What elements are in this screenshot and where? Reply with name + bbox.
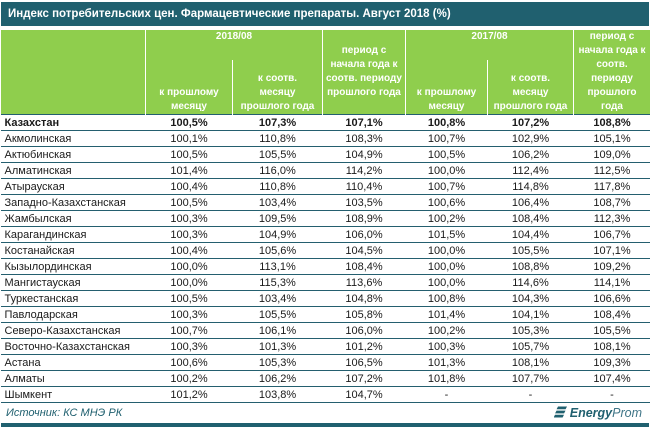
region-name: Костанайская: [1, 243, 146, 259]
value-cell: 100,2%: [406, 323, 488, 339]
value-cell: 100,3%: [146, 307, 233, 323]
col-header-ytd-2018: период с начала года к соотв. периоду прошлого года: [323, 30, 406, 115]
value-cell: 108,3%: [323, 131, 406, 147]
col-header-mom-2017: к прошлому месяцу: [406, 60, 488, 115]
table-row: [1, 339, 650, 355]
table-row: [1, 307, 650, 323]
value-cell: 106,7%: [574, 227, 650, 243]
value-cell: 102,9%: [488, 131, 574, 147]
value-cell: 105,1%: [574, 131, 650, 147]
value-cell: 101,2%: [323, 339, 406, 355]
value-cell: 100,5%: [146, 291, 233, 307]
value-cell: 100,6%: [406, 195, 488, 211]
value-cell: 107,3%: [233, 115, 323, 131]
region-name: Алматинская: [1, 163, 146, 179]
value-cell: 110,8%: [233, 179, 323, 195]
value-cell: 103,4%: [233, 195, 323, 211]
region-name: Кызылординская: [1, 259, 146, 275]
value-cell: 110,8%: [233, 131, 323, 147]
value-cell: 104,3%: [488, 291, 574, 307]
value-cell: 114,8%: [488, 179, 574, 195]
title-bar: [1, 2, 649, 26]
region-name: Актюбинская: [1, 147, 146, 163]
value-cell: 108,4%: [323, 259, 406, 275]
value-cell: 109,5%: [233, 211, 323, 227]
value-cell: 108,7%: [574, 195, 650, 211]
value-cell: 105,3%: [233, 355, 323, 371]
value-cell: 115,3%: [233, 275, 323, 291]
value-cell: 100,4%: [146, 243, 233, 259]
value-cell: 103,4%: [233, 291, 323, 307]
table-row: [1, 163, 650, 179]
value-cell: 113,1%: [233, 259, 323, 275]
value-cell: 113,6%: [323, 275, 406, 291]
value-cell: 101,3%: [406, 355, 488, 371]
value-cell: 104,4%: [488, 227, 574, 243]
value-cell: 105,5%: [488, 243, 574, 259]
value-cell: 106,2%: [233, 371, 323, 387]
col-group-2017: 2017/08: [406, 30, 574, 60]
source-label: Источник: КС МНЭ РК: [6, 407, 122, 419]
value-cell: 100,3%: [146, 227, 233, 243]
value-cell: 100,0%: [406, 163, 488, 179]
value-cell: 106,0%: [323, 323, 406, 339]
value-cell: 105,7%: [488, 339, 574, 355]
region-name: Северо-Казахстанская: [1, 323, 146, 339]
value-cell: 100,5%: [146, 115, 233, 131]
table-body: [1, 115, 650, 403]
value-cell: 100,1%: [146, 131, 233, 147]
value-cell: 101,8%: [406, 371, 488, 387]
value-cell: 100,7%: [406, 179, 488, 195]
value-cell: 104,8%: [323, 291, 406, 307]
value-cell: 100,6%: [146, 355, 233, 371]
table-row: [1, 259, 650, 275]
table-row: [1, 243, 650, 259]
value-cell: 103,5%: [323, 195, 406, 211]
table-row: [1, 179, 650, 195]
value-cell: 108,9%: [323, 211, 406, 227]
table-row: [1, 147, 650, 163]
table-row: [1, 195, 650, 211]
value-cell: 108,1%: [488, 355, 574, 371]
energyprom-logo[interactable]: [554, 406, 642, 420]
value-cell: 101,2%: [146, 387, 233, 403]
table-row: [1, 387, 650, 403]
value-cell: 100,5%: [406, 147, 488, 163]
region-name: Туркестанская: [1, 291, 146, 307]
value-cell: 112,5%: [574, 163, 650, 179]
value-cell: 107,2%: [488, 115, 574, 131]
value-cell: 100,3%: [406, 339, 488, 355]
value-cell: 116,0%: [233, 163, 323, 179]
value-cell: 106,5%: [323, 355, 406, 371]
value-cell: 106,2%: [488, 147, 574, 163]
value-cell: 100,2%: [406, 211, 488, 227]
value-cell: 100,0%: [406, 275, 488, 291]
region-name: Казахстан: [1, 115, 146, 131]
table-row: [1, 211, 650, 227]
table-row: [1, 371, 650, 387]
value-cell: 100,0%: [146, 275, 233, 291]
value-cell: 104,1%: [488, 307, 574, 323]
col-group-2018: 2018/08: [146, 30, 323, 60]
value-cell: 100,3%: [146, 211, 233, 227]
value-cell: 114,6%: [488, 275, 574, 291]
value-cell: 108,4%: [488, 211, 574, 227]
value-cell: 100,7%: [146, 323, 233, 339]
col-header-ytd-2017: период с начала года к соотв. периоду прошлого года: [574, 30, 650, 115]
value-cell: 100,7%: [406, 131, 488, 147]
col-header-yoy-2017: к соотв. месяцу прошлого года: [488, 60, 574, 115]
value-cell: 100,2%: [146, 371, 233, 387]
value-cell: 110,4%: [323, 179, 406, 195]
value-cell: 104,5%: [323, 243, 406, 259]
energyprom-icon: [554, 406, 567, 419]
value-cell: 105,5%: [233, 147, 323, 163]
value-cell: 108,4%: [574, 307, 650, 323]
value-cell: 107,1%: [323, 115, 406, 131]
value-cell: 108,8%: [574, 115, 650, 131]
value-cell: -: [574, 387, 650, 403]
col-header-yoy-2018: к соотв. месяцу прошлого года: [233, 60, 323, 115]
value-cell: 103,8%: [233, 387, 323, 403]
value-cell: 106,0%: [323, 227, 406, 243]
table-row: [1, 355, 650, 371]
table-row: [1, 323, 650, 339]
region-name: Карагандинская: [1, 227, 146, 243]
value-cell: 101,4%: [406, 307, 488, 323]
value-cell: 105,6%: [233, 243, 323, 259]
table-row: [1, 275, 650, 291]
region-name: Западно-Казахстанская: [1, 195, 146, 211]
value-cell: 100,8%: [406, 115, 488, 131]
col-header-mom-2018: к прошлому месяцу: [146, 60, 233, 115]
value-cell: 105,3%: [488, 323, 574, 339]
value-cell: 109,0%: [574, 147, 650, 163]
value-cell: 107,1%: [574, 243, 650, 259]
value-cell: 108,8%: [488, 259, 574, 275]
value-cell: 112,4%: [488, 163, 574, 179]
value-cell: 100,0%: [406, 259, 488, 275]
value-cell: 100,8%: [406, 291, 488, 307]
table-row: [1, 227, 650, 243]
table-row: [1, 115, 650, 131]
logo-text: EnergyProm: [570, 406, 642, 420]
value-cell: 106,6%: [574, 291, 650, 307]
region-name: Шымкент: [1, 387, 146, 403]
region-name: Акмолинская: [1, 131, 146, 147]
value-cell: 101,4%: [146, 163, 233, 179]
region-name: Жамбылская: [1, 211, 146, 227]
table-row: [1, 291, 650, 307]
value-cell: 106,1%: [233, 323, 323, 339]
cpi-table: [0, 30, 650, 403]
value-cell: 101,3%: [233, 339, 323, 355]
region-name: Мангистауская: [1, 275, 146, 291]
value-cell: 107,2%: [323, 371, 406, 387]
region-name: Павлодарская: [1, 307, 146, 323]
value-cell: 104,9%: [233, 227, 323, 243]
value-cell: 105,5%: [574, 323, 650, 339]
value-cell: 106,4%: [488, 195, 574, 211]
value-cell: 104,9%: [323, 147, 406, 163]
report-page: [0, 2, 650, 426]
value-cell: 100,5%: [146, 147, 233, 163]
region-column-header: [1, 30, 146, 115]
value-cell: 100,5%: [146, 195, 233, 211]
value-cell: -: [406, 387, 488, 403]
region-name: Атырауская: [1, 179, 146, 195]
value-cell: 107,7%: [488, 371, 574, 387]
table-row: [1, 131, 650, 147]
value-cell: 100,4%: [146, 179, 233, 195]
value-cell: -: [488, 387, 574, 403]
value-cell: 114,1%: [574, 275, 650, 291]
table-header: [1, 30, 650, 115]
value-cell: 112,3%: [574, 211, 650, 227]
footer: [0, 403, 650, 422]
region-name: Алматы: [1, 371, 146, 387]
page-title: Индекс потребительских цен. Фармацевтические препараты. Август 2018 (%): [8, 8, 451, 20]
value-cell: 101,5%: [406, 227, 488, 243]
value-cell: 100,0%: [406, 243, 488, 259]
value-cell: 104,7%: [323, 387, 406, 403]
value-cell: 100,0%: [146, 259, 233, 275]
value-cell: 117,8%: [574, 179, 650, 195]
value-cell: 105,5%: [233, 307, 323, 323]
value-cell: 108,1%: [574, 339, 650, 355]
value-cell: 109,2%: [574, 259, 650, 275]
value-cell: 109,3%: [574, 355, 650, 371]
region-name: Астана: [1, 355, 146, 371]
region-name: Восточно-Казахстанская: [1, 339, 146, 355]
value-cell: 100,3%: [146, 339, 233, 355]
value-cell: 107,4%: [574, 371, 650, 387]
value-cell: 114,2%: [323, 163, 406, 179]
value-cell: 105,8%: [323, 307, 406, 323]
